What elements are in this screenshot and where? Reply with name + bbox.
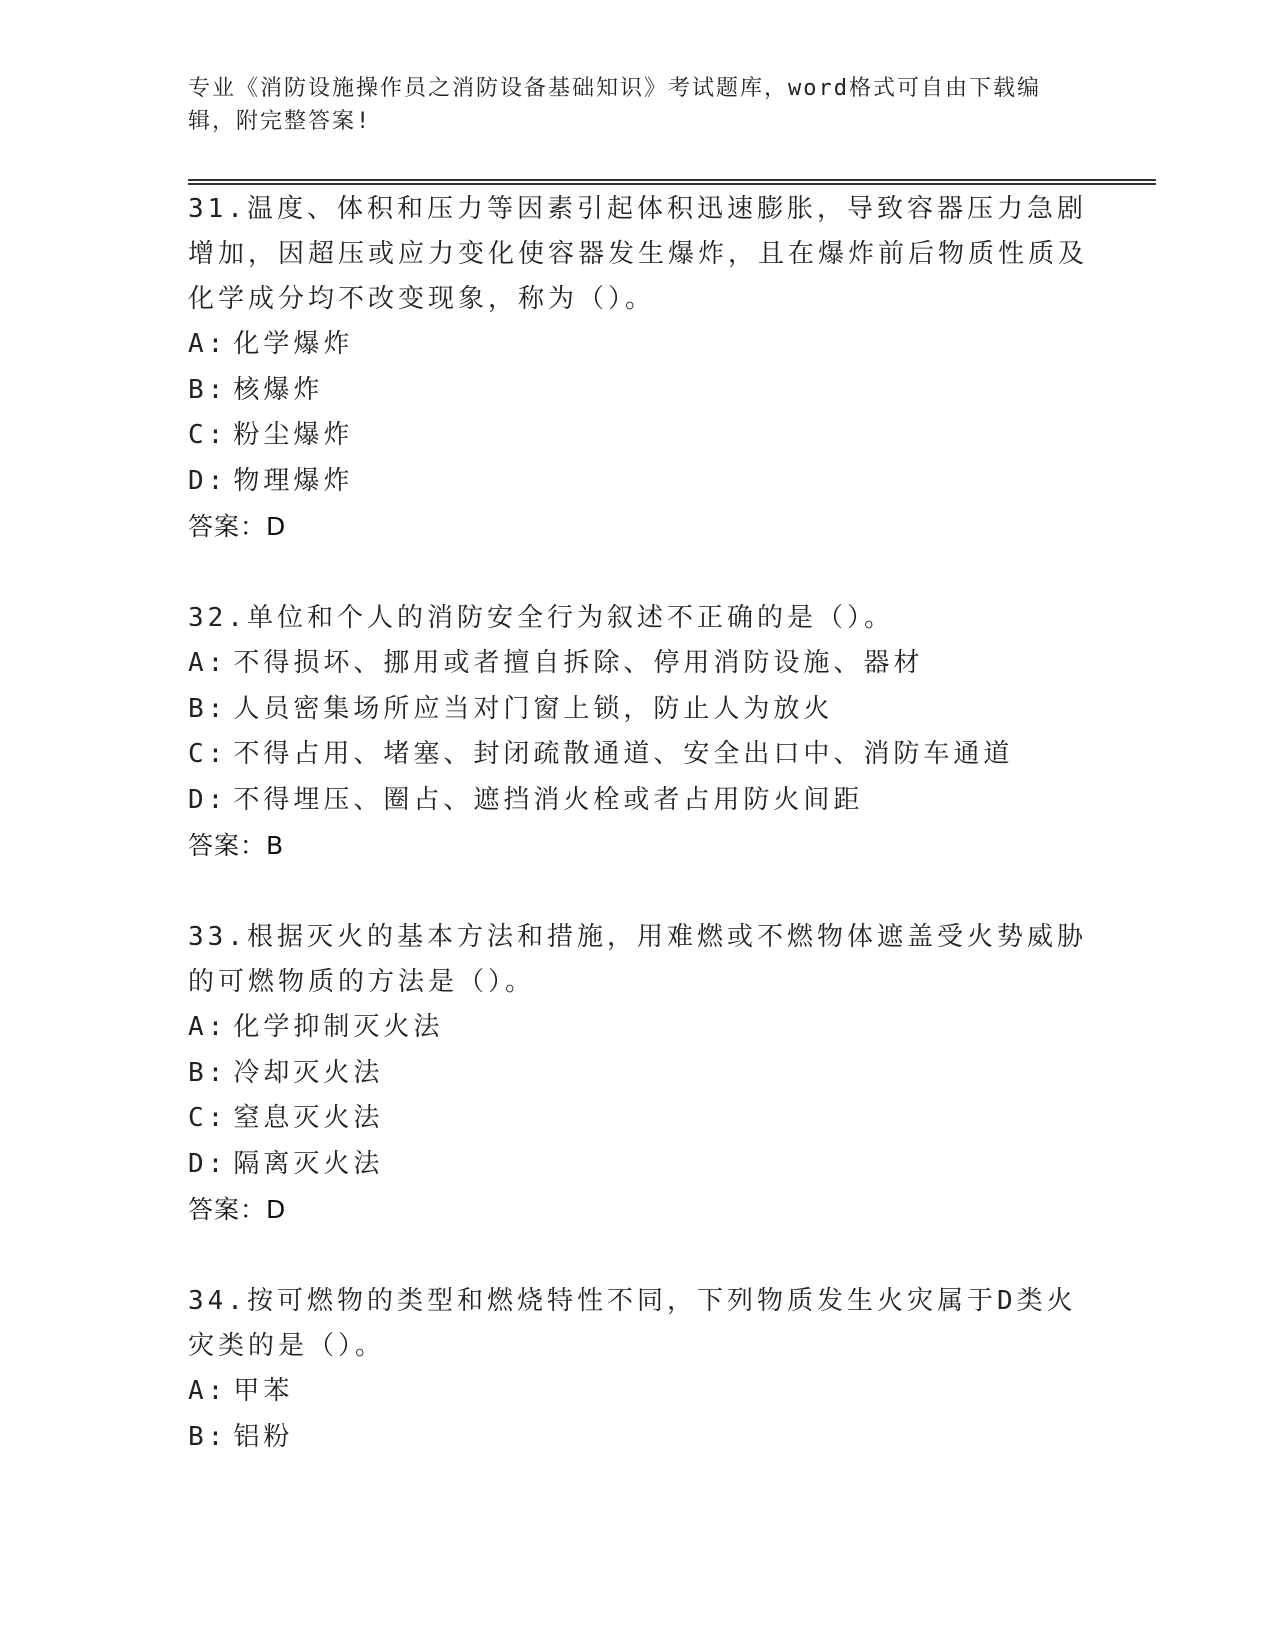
option-key: B <box>188 374 208 405</box>
option-text: 不得埋压、圈占、遮挡消火栓或者占用防火间距 <box>233 784 864 815</box>
header-divider-top <box>188 179 1156 181</box>
option-text: 不得损坏、挪用或者擅自拆除、停用消防设施、器材 <box>233 648 924 678</box>
option-key: B <box>188 1421 208 1452</box>
option-text: 隔离灭火法 <box>233 1148 384 1179</box>
question-item <box>188 187 1088 550</box>
question-text: 33.根据灭火的基本方法和措施，用难燃或不燃物体遮盖受火势威胁的可燃物质的方法是（）。 <box>188 922 1087 997</box>
option-key: D <box>188 1148 208 1179</box>
document-header: 专业《消防设施操作员之消防设备基础知识》考试题库，word格式可自由下载编辑，附完整答案! <box>188 76 1041 134</box>
option-c: C: 粉尘爆炸 <box>188 420 354 450</box>
option-b: B: 铝粉 <box>188 1421 294 1452</box>
option-b: B: 人员密集场所应当对门窗上锁，防止人为放火 <box>188 693 834 724</box>
option-text: 核爆炸 <box>233 374 324 405</box>
option-key: A <box>188 648 208 678</box>
option-a: A: 甲苯 <box>188 1376 294 1406</box>
option-key: C <box>188 1103 208 1133</box>
question-item <box>188 1279 1088 1460</box>
option-key: A <box>188 329 208 359</box>
option-d: D: 不得埋压、圈占、遮挡消火栓或者占用防火间距 <box>188 784 864 815</box>
option-key: B <box>188 1057 208 1088</box>
question-item <box>188 915 1088 1233</box>
option-text: 窒息灭火法 <box>233 1103 384 1133</box>
option-key: D <box>188 465 208 496</box>
header-divider-bottom <box>188 183 1156 185</box>
option-a: A: 化学爆炸 <box>188 329 354 359</box>
answer-line: 答案：B <box>188 831 285 860</box>
option-key: A <box>188 1376 208 1406</box>
option-a: A: 不得损坏、挪用或者擅自拆除、停用消防设施、器材 <box>188 648 924 678</box>
option-d: D: 隔离灭火法 <box>188 1148 384 1179</box>
question-list <box>188 187 1088 1506</box>
option-text: 化学爆炸 <box>233 329 354 359</box>
answer-line: 答案：D <box>188 1195 287 1224</box>
option-c: C: 窒息灭火法 <box>188 1103 384 1133</box>
option-key: D <box>188 784 208 815</box>
question-text: 32.单位和个人的消防安全行为叙述不正确的是（）。 <box>188 603 894 633</box>
answer-line: 答案：D <box>188 512 287 541</box>
question-text: 31.温度、体积和压力等因素引起体积迅速膨胀，导致容器压力急剧增加，因超压或应力变化使容器发生爆炸，且在爆炸前后物质性质及化学成分均不改变现象，称为（）。 <box>188 194 1089 314</box>
option-a: A: 化学抑制灭火法 <box>188 1012 444 1042</box>
option-key: C <box>188 739 208 769</box>
question-text: 34.按可燃物的类型和燃烧特性不同，下列物质发生火灾属于D类火灾类的是（）。 <box>188 1286 1077 1361</box>
option-d: D: 物理爆炸 <box>188 465 354 496</box>
option-text: 化学抑制灭火法 <box>233 1012 444 1042</box>
question-item <box>188 596 1088 869</box>
option-text: 甲苯 <box>233 1376 294 1406</box>
option-text: 不得占用、堵塞、封闭疏散通道、安全出口中、消防车通道 <box>233 739 1014 769</box>
option-text: 人员密集场所应当对门窗上锁，防止人为放火 <box>233 693 834 724</box>
option-key: A <box>188 1012 208 1042</box>
option-b: B: 冷却灭火法 <box>188 1057 384 1088</box>
option-text: 粉尘爆炸 <box>233 420 354 450</box>
option-c: C: 不得占用、堵塞、封闭疏散通道、安全出口中、消防车通道 <box>188 739 1014 769</box>
option-b: B: 核爆炸 <box>188 374 324 405</box>
option-text: 铝粉 <box>233 1421 294 1452</box>
option-key: B <box>188 693 208 724</box>
option-key: C <box>188 420 208 450</box>
option-text: 物理爆炸 <box>233 465 354 496</box>
option-text: 冷却灭火法 <box>233 1057 384 1088</box>
